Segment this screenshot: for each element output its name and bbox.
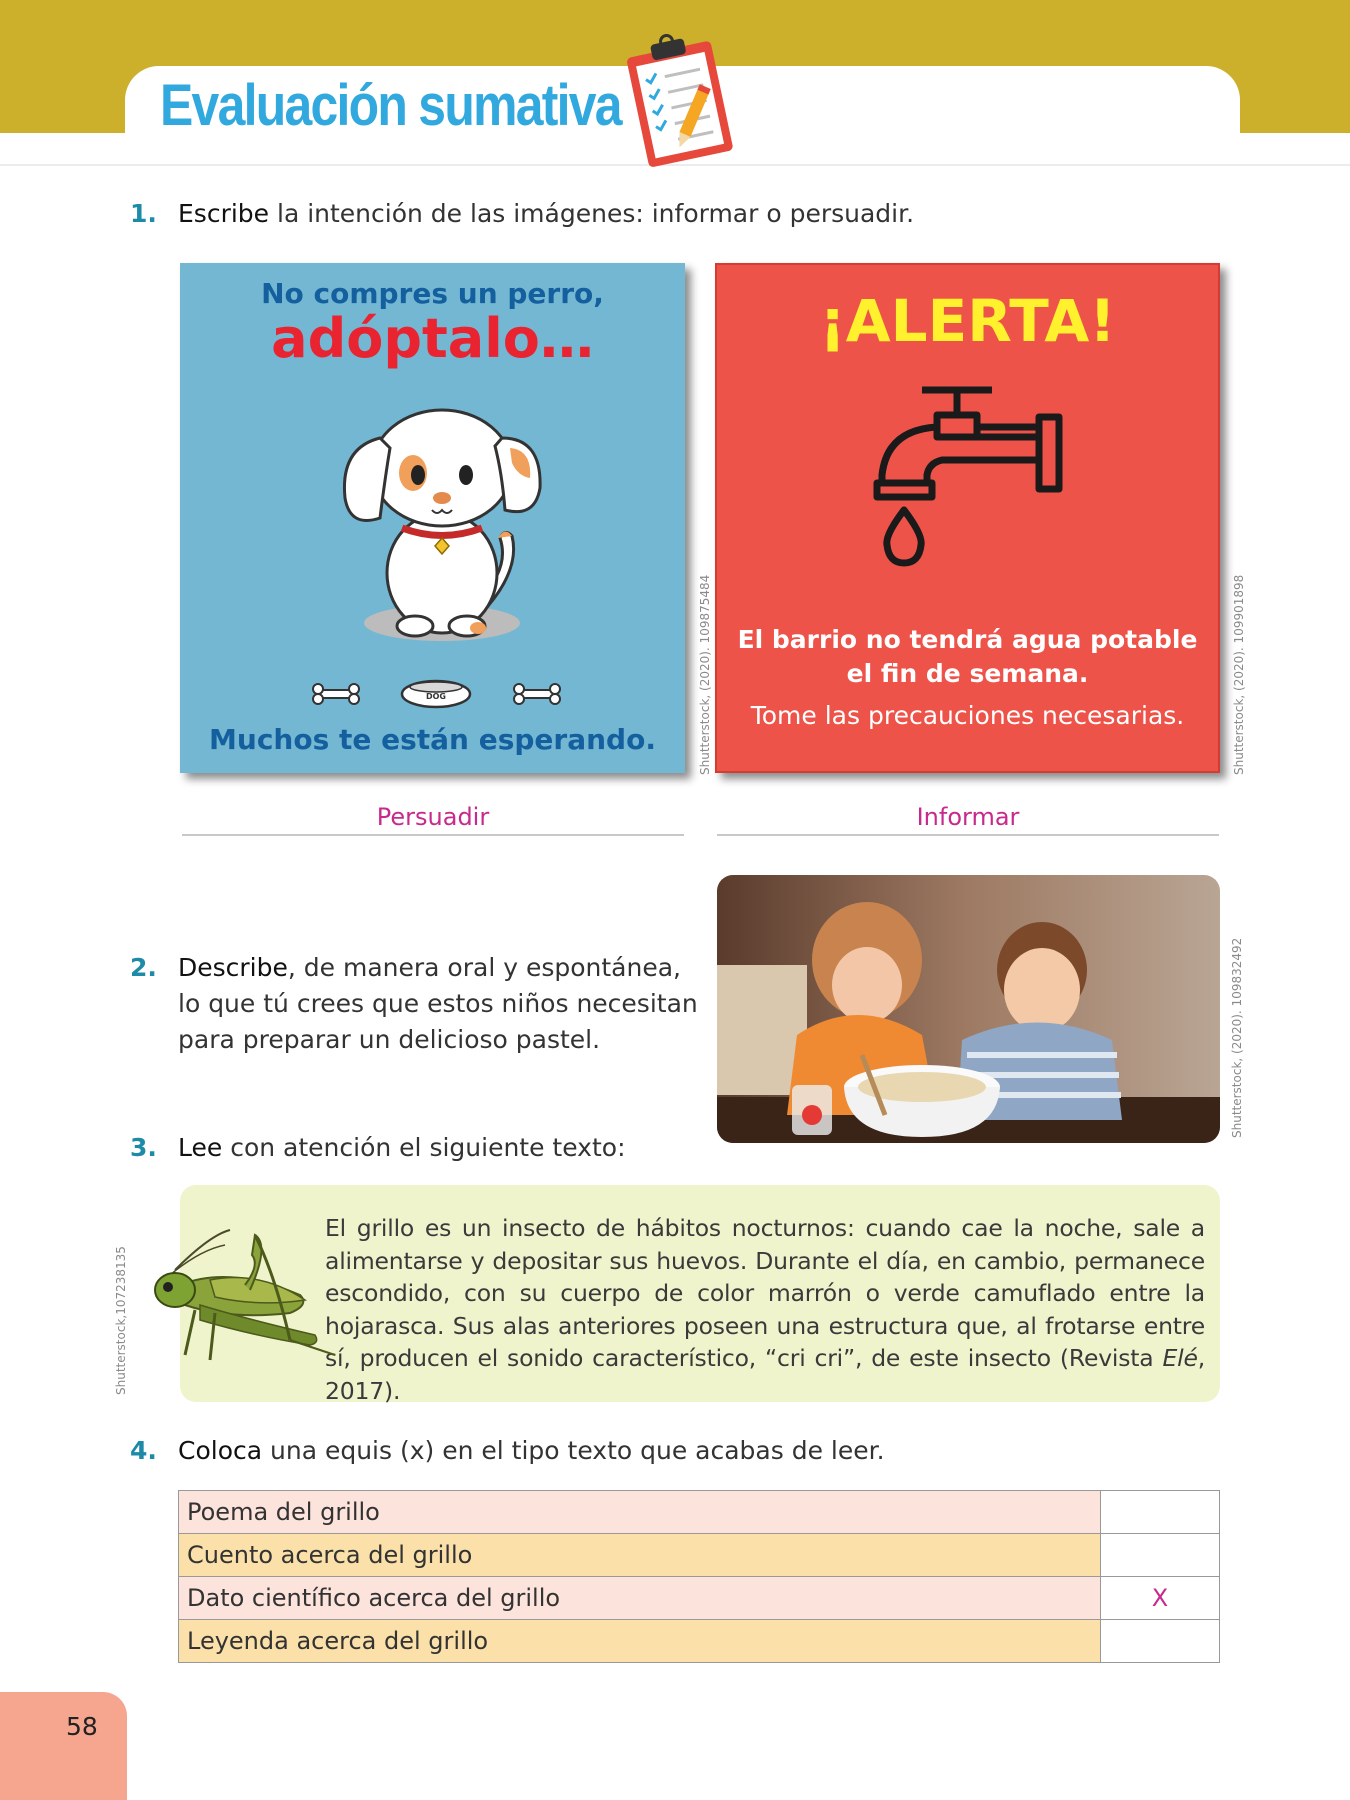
option-label: Cuento acerca del grillo (179, 1534, 1101, 1577)
adopt-dog-poster (180, 263, 685, 773)
poster-line-2: adóptalo… (271, 307, 594, 370)
faucet-icon (867, 375, 1067, 570)
image-credit: Shutterstock,107238135 (114, 1246, 128, 1395)
poster-line-3: Muchos te están esperando. (209, 723, 656, 756)
question-2 (130, 950, 698, 1058)
alert-line-3: Tome las precauciones necesarias. (750, 701, 1185, 730)
water-alert-poster (715, 263, 1220, 773)
question-1 (130, 196, 915, 232)
passage-text-end: , 2017). (325, 1344, 1205, 1405)
alert-line-2: el fin de semana. (846, 659, 1089, 688)
option-label: Leyenda acerca del grillo (179, 1620, 1101, 1663)
page-tab (0, 1692, 127, 1800)
bone-icon (313, 684, 359, 704)
answer-2[interactable]: Informar (916, 803, 1020, 831)
clipboard-icon (618, 30, 743, 170)
image-credit: Shutterstock, (2020). 109901898 (1232, 574, 1246, 775)
passage-text: El grillo es un insecto de hábitos nocturnos: cuando cae la noche, sale a alimentarse y depositar sus huevos. Durante el día, en cambio, permanece escondido, con su cuerpo de color marrón o verde camuflado entre la hojarasca. Sus alas anteriores poseen una estructura que, al frotarse entre sí, producen el sonido característico, “cri cri”, de este insecto (Revista (325, 1214, 1205, 1372)
question-number: 1. (130, 199, 157, 228)
page-title: Evaluación sumativa (160, 73, 621, 138)
alert-line-1: El barrio no tendrá agua potable (737, 625, 1198, 654)
bone-icon (514, 684, 560, 704)
question-number: 2. (130, 953, 157, 982)
question-verb: Coloca (178, 1436, 263, 1465)
question-text: , de manera oral y espontánea, lo que tú crees que estos niños necesitan para preparar un delicioso pastel. (178, 953, 698, 1054)
option-mark-cell[interactable] (1101, 1534, 1220, 1577)
option-label: Dato científico acerca del grillo (179, 1577, 1101, 1620)
question-number: 4. (130, 1436, 157, 1465)
table-row (179, 1534, 1220, 1577)
question-text: una equis (x) en el tipo texto que acabas de leer. (262, 1436, 885, 1465)
answer-line (717, 834, 1219, 836)
option-mark-cell[interactable] (1101, 1491, 1220, 1534)
bowl-label: DOG (425, 692, 446, 701)
children-baking-photo (717, 875, 1220, 1143)
passage-source: Elé (1162, 1344, 1198, 1372)
question-text: con atención el siguiente texto: (222, 1133, 626, 1162)
alert-title: ¡ALERTA! (819, 287, 1116, 355)
image-credit: Shutterstock, (2020). 109875484 (698, 574, 712, 775)
cricket-illustration (140, 1225, 340, 1375)
question-number: 3. (130, 1133, 157, 1162)
answer-1[interactable]: Persuadir (376, 803, 490, 831)
table-row (179, 1491, 1220, 1534)
image-credit: Shutterstock, (2020). 109832492 (1230, 937, 1244, 1138)
question-verb: Describe (178, 953, 288, 982)
poster-line-1: No compres un perro, (261, 277, 604, 310)
table-row (179, 1577, 1220, 1620)
table-row (179, 1620, 1220, 1663)
question-4 (130, 1433, 885, 1469)
puppy-illustration (180, 378, 685, 678)
answer-line (182, 834, 684, 836)
text-type-table (178, 1490, 1220, 1663)
option-label: Poema del grillo (179, 1491, 1101, 1534)
question-verb: Escribe (178, 199, 270, 228)
question-verb: Lee (178, 1133, 223, 1162)
question-3 (130, 1130, 626, 1166)
page-number: 58 (66, 1712, 98, 1741)
question-text: la intención de las imágenes: informar o persuadir. (269, 199, 915, 228)
option-mark-cell[interactable] (1101, 1620, 1220, 1663)
option-mark-cell[interactable]: X (1101, 1577, 1220, 1620)
reading-passage (325, 1212, 1205, 1407)
